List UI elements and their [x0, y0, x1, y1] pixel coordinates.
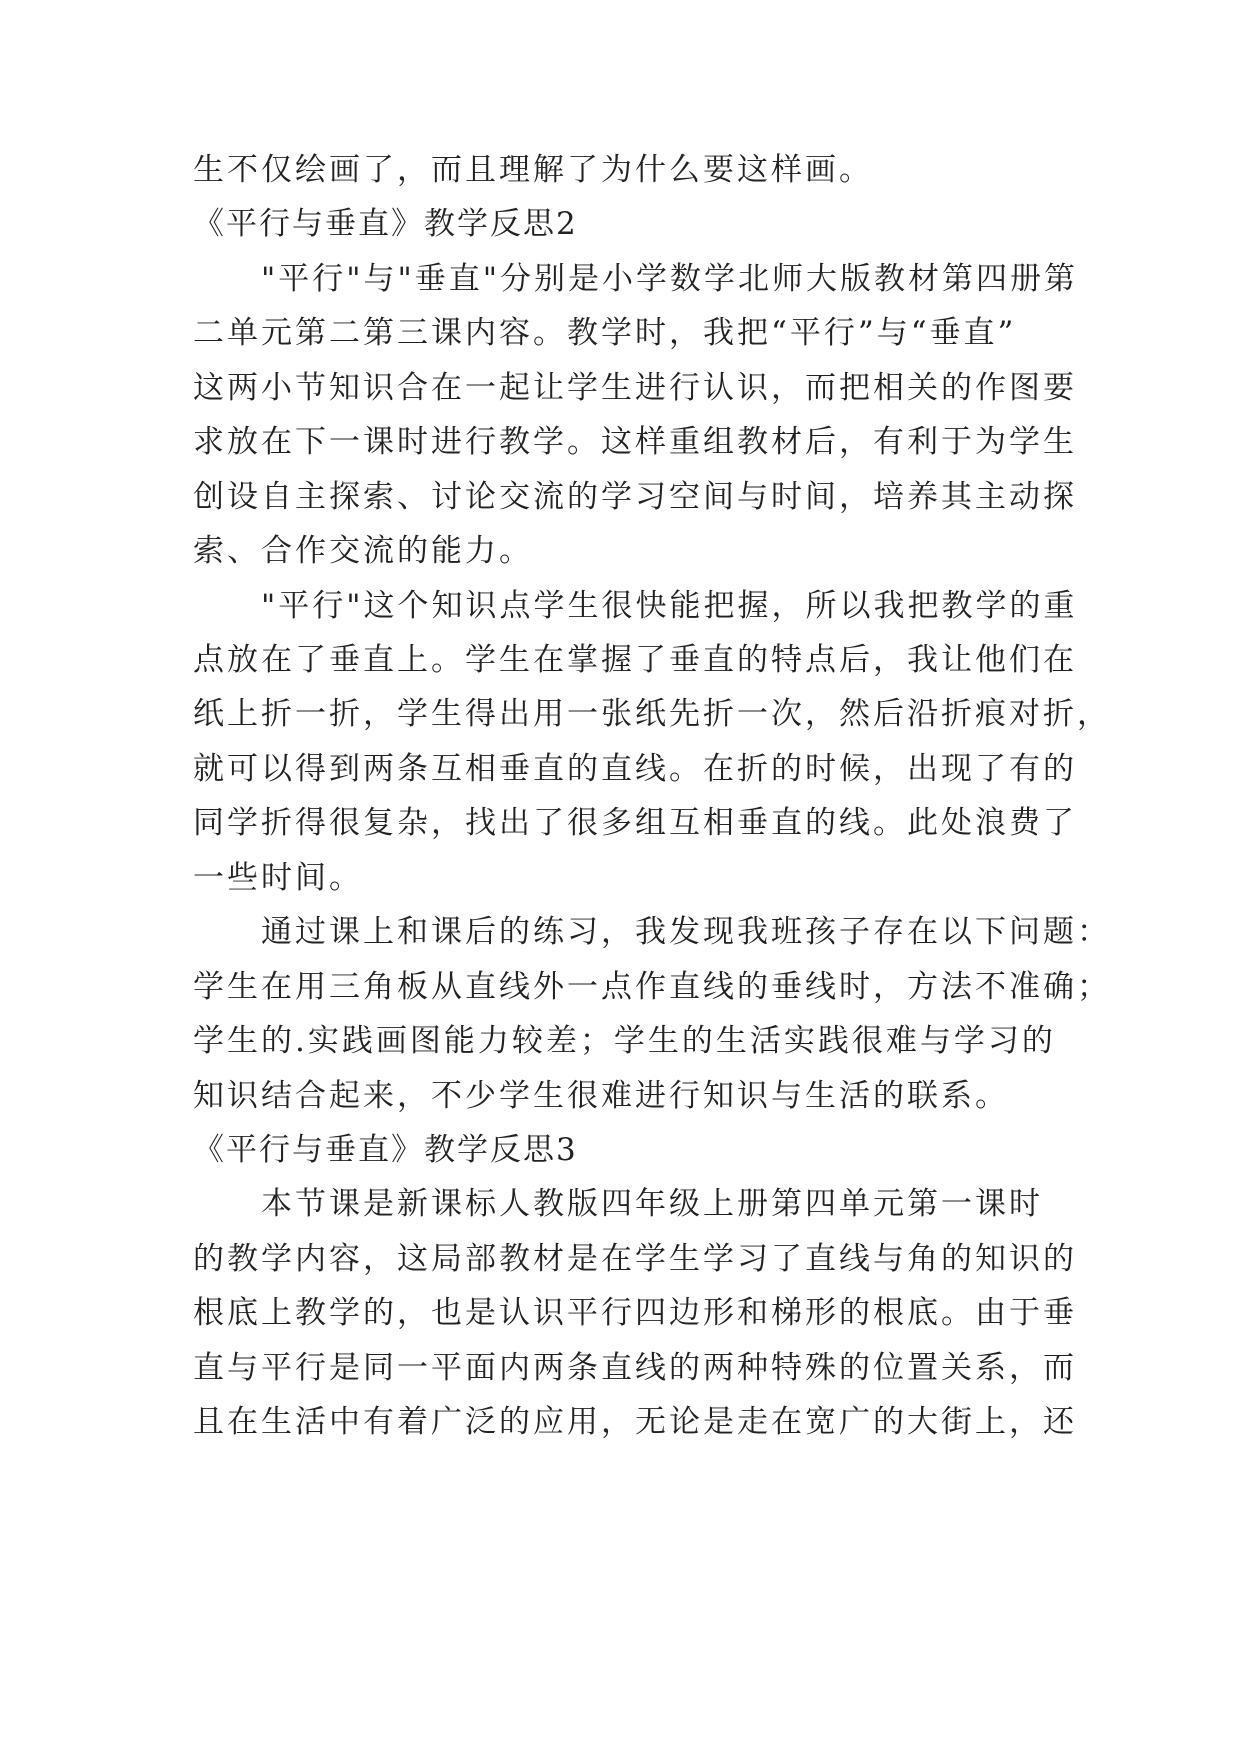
section-heading: 《平行与垂直》教学反思2 — [193, 206, 578, 242]
body-line: "平行"这个知识点学生很快能把握，所以我把教学的重 — [193, 588, 1078, 624]
body-line: 根底上教学的，也是认识平行四边形和梯形的根底。由于垂 — [193, 1295, 1077, 1331]
body-line: 学生在用三角板从直线外一点作直线的垂线时，方法不准确； — [193, 969, 1111, 1005]
body-line: 本节课是新课标人教版四年级上册第四单元第一课时 — [193, 1186, 1043, 1222]
body-line: 通过课上和课后的练习，我发现我班孩子存在以下问题： — [193, 914, 1111, 950]
body-line: 就可以得到两条互相垂直的直线。在折的时候，出现了有的 — [193, 751, 1077, 787]
body-line: 一些时间。 — [193, 860, 363, 896]
section-heading: 《平行与垂直》教学反思3 — [193, 1132, 578, 1168]
body-line: 的教学内容，这局部教材是在学生学习了直线与角的知识的 — [193, 1241, 1077, 1277]
body-line: 同学折得很复杂，找出了很多组互相垂直的线。此处浪费了 — [193, 805, 1077, 841]
body-line: 且在生活中有着广泛的应用，无论是走在宽广的大街上，还 — [193, 1404, 1077, 1440]
body-line: 学生的.实践画图能力较差；学生的生活实践很难与学习的 — [193, 1023, 1056, 1059]
body-line: 生不仅绘画了，而且理解了为什么要这样画。 — [193, 152, 873, 188]
body-line: 点放在了垂直上。学生在掌握了垂直的特点后，我让他们在 — [193, 642, 1077, 678]
body-line: 二单元第二第三课内容。教学时，我把“平行”与“垂直” — [193, 315, 1017, 351]
body-line: 纸上折一折，学生得出用一张纸先折一次，然后沿折痕对折， — [193, 696, 1111, 732]
body-line: "平行"与"垂直"分别是小学数学北师大版教材第四册第 — [193, 261, 1079, 297]
body-line: 创设自主探索、讨论交流的学习空间与时间，培养其主动探 — [193, 479, 1077, 515]
body-line: 求放在下一课时进行教学。这样重组教材后，有利于为学生 — [193, 424, 1077, 460]
body-line: 知识结合起来，不少学生很难进行知识与生活的联系。 — [193, 1078, 1009, 1114]
body-line: 这两小节知识合在一起让学生进行认识，而把相关的作图要 — [193, 370, 1077, 406]
body-line: 索、合作交流的能力。 — [193, 533, 533, 569]
body-line: 直与平行是同一平面内两条直线的两种特殊的位置关系，而 — [193, 1350, 1077, 1386]
